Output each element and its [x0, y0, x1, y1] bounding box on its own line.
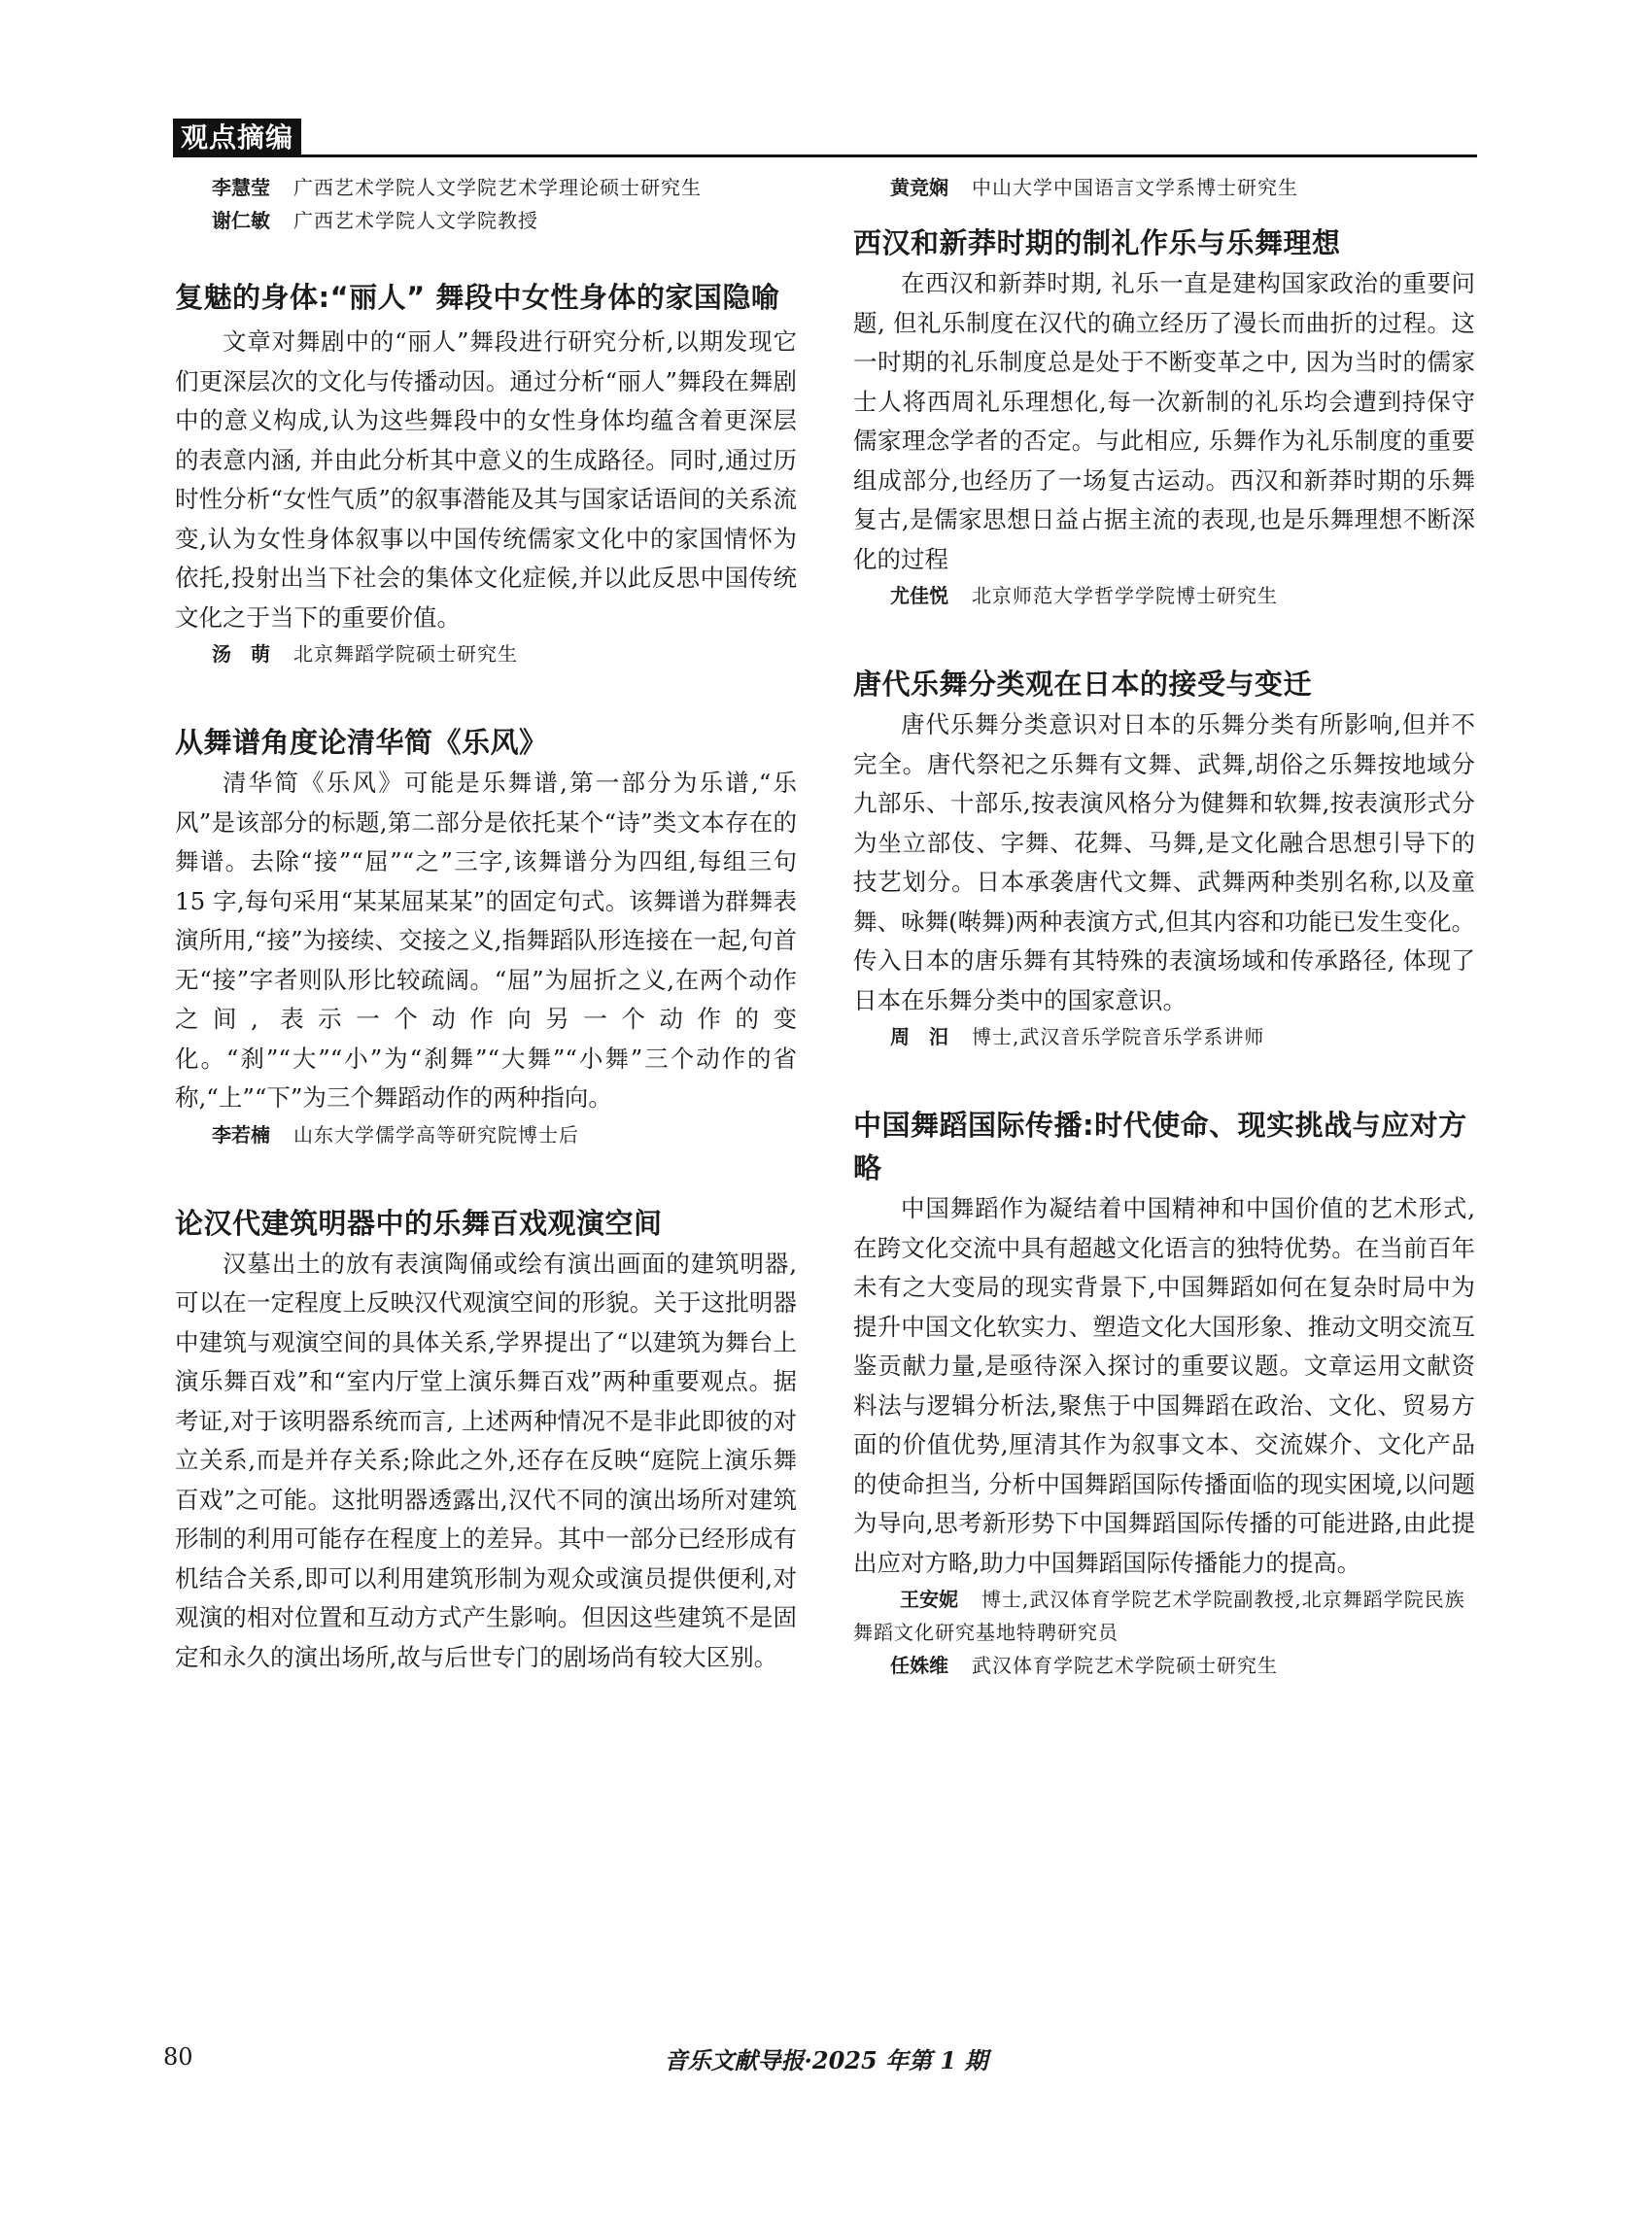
- page-number: 80: [163, 2043, 193, 2071]
- author-affiliation: 北京舞蹈学院硕士研究生: [293, 642, 518, 666]
- right-column: [853, 171, 1475, 1682]
- author-line: [853, 171, 1475, 204]
- author-line: [175, 171, 797, 204]
- author-name: 黄竞娴: [890, 176, 948, 199]
- article-body: 中国舞蹈作为凝结着中国精神和中国价值的艺术形式, 在跨文化交流中具有超越文化语言的独特优势。在当前百年未有之大变局的现实背景下,中国舞蹈如何在复杂时局中为提升中国文化软实力、塑造文化大国形象、推动文明交流互鉴贡献力量,是亟待深入探讨的重要议题。文章运用文献资料法与逻辑分析法,聚焦于中国舞蹈在政治、文化、贸易方面的价值优势,厘清其作为叙事文本、交流媒介、文化产品的使命担当, 分析中国舞蹈国际传播面临的现实困境,以问题为导向,思考新形势下中国舞蹈国际传播的可能进路,由此提出应对方略,助力中国舞蹈国际传播能力的提高。: [853, 1194, 1475, 1577]
- article-title: 中国舞蹈国际传播:时代使命、现实挑战与应对方略: [853, 1109, 1467, 1184]
- left-column: [175, 171, 797, 1677]
- author-name: 周 汨: [890, 1025, 948, 1048]
- author-affiliation: 博士,武汉音乐学院音乐学系讲师: [972, 1025, 1265, 1048]
- article-body: 在西汉和新莽时期, 礼乐一直是建构国家政治的重要问题, 但礼乐制度在汉代的确立经历了漫长而曲折的过程。这一时期的礼乐制度总是处于不断变革之中, 因为当时的儒家士人将西周礼乐理想化,每一次新制的礼乐均会遭到持保守儒家理念学者的否定。与此相应, 乐舞作为礼乐制度的重要组成部分,也经历了一场复古运动。西汉和新莽时期的乐舞复古,是儒家思想日益占据主流的表现,也是乐舞理想不断深化的过程: [853, 269, 1475, 573]
- article-body: 汉墓出土的放有表演陶俑或绘有演出画面的建筑明器, 可以在一定程度上反映汉代观演空间的形貌。关于这批明器中建筑与观演空间的具体关系,学界提出了“以建筑为舞台上演乐舞百戏”和“室内厅堂上演乐舞百戏”两种重要观点。据考证,对于该明器系统而言, 上述两种情况不是非此即彼的对立关系,而是并存关系;除此之外,还存在反映“庭院上演乐舞百戏”之可能。这批明器透露出,汉代不同的演出场所对建筑形制的利用可能存在程度上的差异。其中一部分已经形成有机结合关系,即可以利用建筑形制为观众或演员提供便利,对观演的相对位置和互动方式产生影响。但因这些建筑不是固定和永久的演出场所,故与后世专门的剧场尚有较大区别。: [175, 1249, 797, 1671]
- author-name: 任姝维: [890, 1654, 948, 1677]
- author-name: 王安妮: [900, 1588, 958, 1611]
- article-title: 复魅的身体:“丽人” 舞段中女性身体的家国隐喻: [175, 281, 780, 314]
- author-name: 尤佳悦: [890, 584, 948, 607]
- author-name: 李慧莹: [212, 176, 270, 199]
- section-header: [173, 119, 1477, 157]
- article-title: 唐代乐舞分类观在日本的接受与变迁: [853, 668, 1313, 701]
- author-affiliation: 广西艺术学院人文学院艺术学理论硕士研究生: [293, 176, 702, 199]
- author-affiliation: 中山大学中国语言文学系博士研究生: [972, 176, 1298, 199]
- author-affiliation: 博士,武汉体育学院艺术学院副教授,北京舞蹈学院民族舞蹈文化研究基地特聘研究员: [853, 1588, 1465, 1644]
- article-body: 清华简《乐风》可能是乐舞谱,第一部分为乐谱,“乐风”是该部分的标题,第二部分是依托某个“诗”类文本存在的舞谱。去除“接”“屈”“之”三字,该舞谱分为四组,每组三句 15 字,每句采用“某某屈某某”的固定句式。该舞谱为群舞表演所用,“接”为接续、交接之义,指舞蹈队形连接在一起,句首无“接”字者则队形比较疏阔。“屈”为屈折之义,在两个动作之间, 表示一个动作向另一个动作的变化。“刹”“大”“小”为“刹舞”“大舞”“小舞”三个动作的省称,“上”“下”为三个舞蹈动作的两种指向。: [175, 769, 797, 1112]
- author-line: [853, 1583, 1475, 1649]
- section-tag: 观点摘编: [173, 119, 301, 157]
- author-affiliation: 广西艺术学院人文学院教授: [293, 209, 538, 232]
- author-name: 谢仁敏: [212, 209, 270, 232]
- author-affiliation: 武汉体育学院艺术学院硕士研究生: [972, 1654, 1278, 1677]
- author-name: 李若楠: [212, 1122, 270, 1147]
- author-name: 汤 萌: [212, 642, 270, 666]
- author-affiliation: 山东大学儒学高等研究院博士后: [293, 1122, 579, 1147]
- author-line: [175, 637, 797, 670]
- article-body: 文章对舞剧中的“丽人”舞段进行研究分析,以期发现它们更深层次的文化与传播动因。通过分析“丽人”舞段在舞剧中的意义构成,认为这些舞段中的女性身体均蕴含着更深层的表意内涵, 并由此分析其中意义的生成路径。同时,通过历时性分析“女性气质”的叙事潜能及其与国家话语间的关系流变,认为女性身体叙事以中国传统儒家文化中的家国情怀为依托,投射出当下社会的集体文化症候,并以此反思中国传统文化之于当下的重要价值。: [175, 327, 797, 632]
- author-line: [853, 1649, 1475, 1682]
- article-body: 唐代乐舞分类意识对日本的乐舞分类有所影响,但并不完全。唐代祭祀之乐舞有文舞、武舞,胡俗之乐舞按地域分九部乐、十部乐,按表演风格分为健舞和软舞,按表演形式分为坐立部伎、字舞、花舞、马舞,是文化融合思想引导下的技艺划分。日本承袭唐代文舞、武舞两种类别名称,以及童舞、咏舞(啭舞)两种表演方式,但其内容和功能已发生变化。传入日本的唐乐舞有其特殊的表演场域和传承路径, 体现了日本在乐舞分类中的国家意识。: [853, 710, 1475, 1014]
- author-affiliation: 北京师范大学哲学学院博士研究生: [972, 584, 1278, 607]
- author-line: [175, 1118, 797, 1151]
- journal-footer: 音乐文献导报·2025 年第 1 期: [664, 2046, 988, 2074]
- author-line: [853, 579, 1475, 612]
- header-rule: [173, 154, 1477, 157]
- author-line: [853, 1020, 1475, 1053]
- article-title: 从舞谱角度论清华简《乐风》: [175, 726, 548, 759]
- article-title: 西汉和新莽时期的制礼作乐与乐舞理想: [853, 226, 1341, 259]
- author-line: [175, 204, 797, 237]
- article-title: 论汉代建筑明器中的乐舞百戏观演空间: [175, 1206, 663, 1240]
